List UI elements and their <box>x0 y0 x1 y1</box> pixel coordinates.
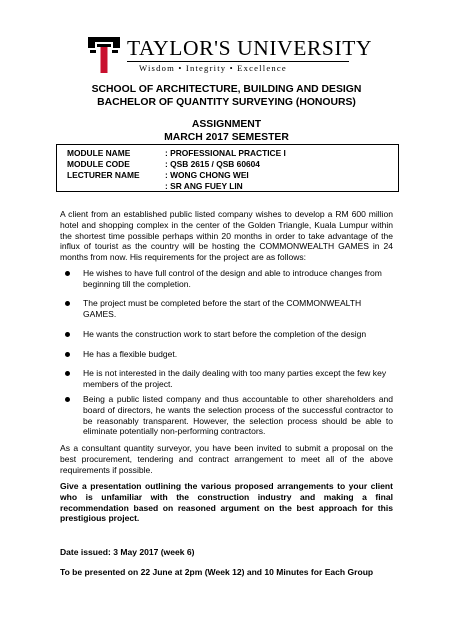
semester: MARCH 2017 SEMESTER <box>164 131 289 143</box>
list-item-text: He wishes to have full control of the design and able to introduce changes from beginning till the completion. <box>83 268 382 289</box>
module-value: : WONG CHONG WEI <box>165 170 249 180</box>
list-item-text: He wants the construction work to start before the completion of the design <box>83 329 367 339</box>
university-logo <box>87 36 373 74</box>
university-name: TAYLOR'S UNIVERSITY <box>127 36 373 60</box>
module-key: MODULE NAME <box>67 148 131 158</box>
list-item-text: He has a flexible budget. <box>83 349 178 359</box>
module-row <box>67 170 249 181</box>
taylors-crest-icon <box>87 36 121 74</box>
task-paragraph: Give a presentation outlining the various proposed arrangements to your client who is unfamiliar with the construction industry and making a final recommendation based on reasoned argument on the best approach for this prestigious project. <box>60 481 393 524</box>
list-item-text: He is not interested in the daily dealing with too many parties except the few key members of the project. <box>83 368 387 389</box>
university-tagline: Wisdom • Integrity • Excellence <box>139 63 287 73</box>
list-item-text: Being a public listed company and thus accountable to other shareholders and board of directors, he wants the selection process of the successful contractor to be reasonably transparent. However, the selection process should be able to eliminate potentially non-performing contractors. <box>83 394 393 437</box>
bullet-icon <box>65 371 70 376</box>
school-name: SCHOOL OF ARCHITECTURE, BUILDING AND DESIGN <box>91 84 362 95</box>
logo-divider <box>127 61 349 62</box>
list-item-text: The project must be completed before the start of the COMMONWEALTH GAMES. <box>83 298 362 319</box>
intro-paragraph: A client from an established public listed company wishes to develop a RM 600 million hotel and shopping complex in the center of the Golden Triangle, Kuala Lumpur within the shortest time possible perhaps within 20 months in order to take advantage of the influx of tourist as the country will be hosting the COMMONWEALTH GAMES in 24 months from now. His requirements for the project are as follows: <box>60 209 393 263</box>
module-row <box>67 181 243 192</box>
module-value: : PROFESSIONAL PRACTICE I <box>165 148 286 158</box>
bullet-icon <box>65 271 70 276</box>
bullet-icon <box>65 352 70 357</box>
module-value: : QSB 2615 / QSB 60604 <box>165 159 260 169</box>
bullet-icon <box>65 397 70 402</box>
document-type: ASSIGNMENT <box>191 119 262 130</box>
school-heading <box>0 84 453 109</box>
programme-name: BACHELOR OF QUANTITY SURVEYING (HONOURS) <box>97 96 356 108</box>
bullet-icon <box>65 301 70 306</box>
assignment-heading <box>0 119 453 144</box>
module-key: MODULE CODE <box>67 159 130 169</box>
module-value: : SR ANG FUEY LIN <box>165 181 243 191</box>
consultant-paragraph: As a consultant quantity surveyor, you have been invited to submit a proposal on the best procurement, tendering and contract arrangement to meet all of the above requirements if possible. <box>60 443 393 475</box>
module-key: LECTURER NAME <box>67 170 140 180</box>
module-row <box>67 148 286 159</box>
module-row <box>67 159 260 170</box>
bullet-icon <box>65 332 70 337</box>
presentation-date: To be presented on 22 June at 2pm (Week 12) and 10 Minutes for Each Group <box>60 567 374 577</box>
module-info-box <box>56 144 399 192</box>
date-issued: Date issued: 3 May 2017 (week 6) <box>60 547 195 557</box>
